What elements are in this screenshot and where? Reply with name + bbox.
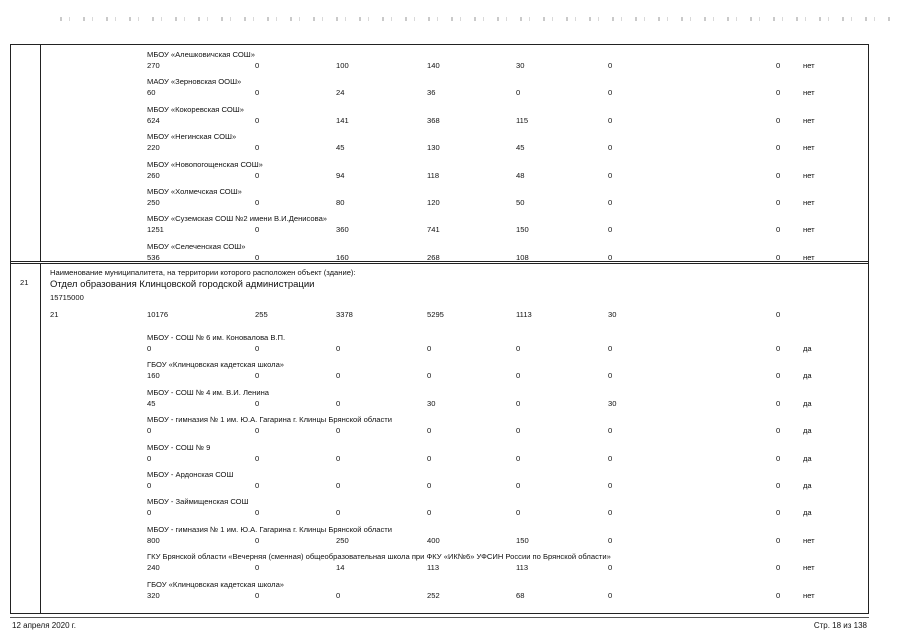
value-cell: 0 xyxy=(427,453,432,463)
value-cell: 0 xyxy=(608,563,613,573)
institution-name: МБОУ «Селеченская СОШ» xyxy=(147,241,246,251)
value-cell: 0 xyxy=(608,225,613,235)
summary-value: 30 xyxy=(608,310,617,319)
value-cell: 250 xyxy=(336,535,349,545)
value-cell: 0 xyxy=(608,371,613,381)
value-cell: 0 xyxy=(608,115,613,125)
value-cell: 270 xyxy=(147,61,160,70)
value-cell: 0 xyxy=(255,170,260,180)
status-cell: нет xyxy=(803,225,815,235)
value-cell: 0 xyxy=(147,508,152,518)
status-cell: нет xyxy=(803,170,815,180)
status-cell: нет xyxy=(803,563,815,573)
summary-value: 5295 xyxy=(427,310,444,319)
institution-name: МБОУ - Ардонская СОШ xyxy=(147,470,234,479)
institution-name: МБОУ - СОШ № 4 им. В.И. Ленина xyxy=(147,387,270,397)
institution-name: МБОУ - Займищенская СОШ xyxy=(147,497,249,507)
value-cell: 0 xyxy=(255,426,260,436)
status-cell: нет xyxy=(803,88,815,98)
value-cell: 0 xyxy=(255,398,260,408)
value-cell: 0 xyxy=(608,426,613,436)
value-cell: 0 xyxy=(255,61,260,70)
value-cell: 140 xyxy=(427,61,440,70)
value-cell: 0 xyxy=(776,453,781,463)
status-cell: нет xyxy=(803,590,815,600)
value-cell: 0 xyxy=(776,481,781,490)
value-cell: 268 xyxy=(427,252,440,262)
value-cell: 360 xyxy=(336,225,349,235)
value-cell: 0 xyxy=(608,590,613,600)
value-cell: 30 xyxy=(427,398,436,408)
value-cell: 0 xyxy=(776,344,781,353)
value-cell: 0 xyxy=(776,143,781,153)
institution-name: ГКУ Брянской области «Вечерняя (сменная) общеобразовательная школа при ФКУ «ИК№6» УФСИН России по Брянской области» xyxy=(147,552,611,562)
value-cell: 0 xyxy=(516,398,521,408)
value-cell: 0 xyxy=(776,252,781,262)
institution-name: ГБОУ «Клинцовская кадетская школа» xyxy=(147,360,285,370)
value-cell: 50 xyxy=(516,198,525,207)
value-cell: 0 xyxy=(776,225,781,235)
value-cell: 0 xyxy=(608,535,613,545)
value-cell: 0 xyxy=(776,170,781,180)
value-cell: 624 xyxy=(147,115,160,125)
status-cell: нет xyxy=(803,198,815,207)
value-cell: 160 xyxy=(147,371,160,381)
value-cell: 0 xyxy=(255,198,260,207)
column-divider xyxy=(40,263,41,614)
footer-date: 12 апреля 2020 г. xyxy=(12,621,76,630)
value-cell: 0 xyxy=(427,426,432,436)
value-cell: 0 xyxy=(255,143,260,153)
value-cell: 150 xyxy=(516,225,529,235)
value-cell: 0 xyxy=(255,115,260,125)
status-cell: нет xyxy=(803,535,815,545)
institution-name: МБОУ «Суземская СОШ №2 имени В.И.Денисова» xyxy=(147,214,328,224)
value-cell: 45 xyxy=(336,143,345,153)
value-cell: 108 xyxy=(516,252,529,262)
value-cell: 0 xyxy=(608,143,613,153)
status-cell: да xyxy=(803,508,812,518)
value-cell: 0 xyxy=(255,535,260,545)
value-cell: 0 xyxy=(336,508,341,518)
institution-name: МБОУ - гимназия № 1 им. Ю.А. Гагарина г. Клинцы Брянской области xyxy=(147,415,392,425)
value-cell: 0 xyxy=(608,344,613,353)
institution-name: МБОУ - СОШ № 9 xyxy=(147,442,211,452)
value-cell: 60 xyxy=(147,88,156,98)
value-cell: 252 xyxy=(427,590,440,600)
value-cell: 0 xyxy=(147,344,152,353)
value-cell: 0 xyxy=(776,535,781,545)
value-cell: 0 xyxy=(427,508,432,518)
value-cell: 800 xyxy=(147,535,160,545)
status-cell: да xyxy=(803,426,812,436)
section-number: 21 xyxy=(20,278,29,287)
summary-value: 255 xyxy=(255,310,268,319)
value-cell: 0 xyxy=(336,590,341,600)
value-cell: 220 xyxy=(147,143,160,153)
value-cell: 260 xyxy=(147,170,160,180)
value-cell: 0 xyxy=(255,344,260,353)
summary-number: 21 xyxy=(50,310,59,319)
value-cell: 0 xyxy=(255,225,260,235)
institution-name: МБОУ «Кокоревская СОШ» xyxy=(147,104,244,114)
value-cell: 80 xyxy=(336,198,345,207)
value-cell: 0 xyxy=(255,252,260,262)
value-cell: 0 xyxy=(255,563,260,573)
value-cell: 0 xyxy=(516,453,521,463)
value-cell: 0 xyxy=(608,453,613,463)
value-cell: 45 xyxy=(147,398,156,408)
value-cell: 250 xyxy=(147,198,160,207)
value-cell: 0 xyxy=(608,198,613,207)
value-cell: 0 xyxy=(516,371,521,381)
value-cell: 130 xyxy=(427,143,440,153)
value-cell: 113 xyxy=(427,563,440,573)
value-cell: 0 xyxy=(336,344,341,353)
value-cell: 0 xyxy=(608,61,613,70)
value-cell: 0 xyxy=(776,563,781,573)
institution-name: МБОУ - СОШ № 6 им. Коновалова В.П. xyxy=(147,333,286,342)
value-cell: 118 xyxy=(427,170,440,180)
value-cell: 0 xyxy=(516,88,521,98)
value-cell: 0 xyxy=(336,481,341,490)
value-cell: 0 xyxy=(776,61,781,70)
value-cell: 0 xyxy=(776,426,781,436)
value-cell: 368 xyxy=(427,115,440,125)
value-cell: 0 xyxy=(776,590,781,600)
report-table xyxy=(10,44,869,614)
value-cell: 94 xyxy=(336,170,345,180)
okato-code: 15715000 xyxy=(50,293,84,302)
institution-name: МБОУ «Новопогощенская СОШ» xyxy=(147,159,263,169)
value-cell: 0 xyxy=(427,371,432,381)
institution-name: МБОУ - гимназия № 1 им. Ю.А. Гагарина г. Клинцы Брянской области xyxy=(147,524,392,534)
value-cell: 0 xyxy=(427,344,432,353)
value-cell: 150 xyxy=(516,535,529,545)
value-cell: 0 xyxy=(147,453,152,463)
institution-name: ГБОУ «Клинцовская кадетская школа» xyxy=(147,579,285,589)
institution-name: МБОУ «Холмечская СОШ» xyxy=(147,187,242,196)
value-cell: 141 xyxy=(336,115,349,125)
value-cell: 0 xyxy=(147,481,152,490)
status-cell: нет xyxy=(803,143,815,153)
value-cell: 0 xyxy=(255,590,260,600)
value-cell: 120 xyxy=(427,198,440,207)
value-cell: 0 xyxy=(147,426,152,436)
value-cell: 0 xyxy=(255,371,260,381)
value-cell: 0 xyxy=(336,371,341,381)
value-cell: 0 xyxy=(255,88,260,98)
value-cell: 741 xyxy=(427,225,440,235)
value-cell: 0 xyxy=(427,481,432,490)
value-cell: 113 xyxy=(516,563,529,573)
value-cell: 45 xyxy=(516,143,525,153)
value-cell: 0 xyxy=(516,481,521,490)
status-cell: нет xyxy=(803,61,815,70)
scan-artifact xyxy=(60,17,890,21)
value-cell: 0 xyxy=(776,398,781,408)
value-cell: 115 xyxy=(516,115,529,125)
status-cell: нет xyxy=(803,252,815,262)
value-cell: 100 xyxy=(336,61,349,70)
value-cell: 536 xyxy=(147,252,160,262)
value-cell: 0 xyxy=(255,481,260,490)
value-cell: 30 xyxy=(608,398,617,408)
status-cell: да xyxy=(803,453,812,463)
status-cell: да xyxy=(803,371,812,381)
institution-name: МАОУ «Зерновская ООШ» xyxy=(147,77,242,87)
value-cell: 30 xyxy=(516,61,525,70)
footer-rule xyxy=(10,617,869,618)
summary-value: 3378 xyxy=(336,310,353,319)
value-cell: 0 xyxy=(608,170,613,180)
summary-value: 0 xyxy=(776,310,781,319)
footer-page: Стр. 18 из 138 xyxy=(813,621,867,630)
value-cell: 0 xyxy=(776,371,781,381)
department-name: Отдел образования Клинцовской городской администрации xyxy=(50,279,315,290)
value-cell: 14 xyxy=(336,563,345,573)
value-cell: 48 xyxy=(516,170,525,180)
status-cell: да xyxy=(803,481,812,490)
value-cell: 0 xyxy=(776,115,781,125)
value-cell: 400 xyxy=(427,535,440,545)
value-cell: 0 xyxy=(336,398,341,408)
institution-name: МБОУ «Алешковичская СОШ» xyxy=(147,50,255,59)
value-cell: 24 xyxy=(336,88,345,98)
value-cell: 36 xyxy=(427,88,436,98)
value-cell: 0 xyxy=(516,426,521,436)
value-cell: 320 xyxy=(147,590,160,600)
value-cell: 0 xyxy=(516,344,521,353)
value-cell: 1251 xyxy=(147,225,164,235)
value-cell: 0 xyxy=(336,453,341,463)
institution-name: МБОУ «Негинская СОШ» xyxy=(147,132,237,142)
value-cell: 0 xyxy=(776,198,781,207)
value-cell: 160 xyxy=(336,252,349,262)
status-cell: нет xyxy=(803,115,815,125)
value-cell: 0 xyxy=(336,426,341,436)
value-cell: 68 xyxy=(516,590,525,600)
value-cell: 0 xyxy=(776,88,781,98)
value-cell: 0 xyxy=(608,508,613,518)
section-label: Наименование муниципалитета, на территории которого расположен объект (здание): xyxy=(50,268,356,277)
summary-value: 1113 xyxy=(516,310,532,319)
column-divider xyxy=(40,44,41,261)
section-divider xyxy=(10,263,869,264)
value-cell: 0 xyxy=(608,88,613,98)
value-cell: 0 xyxy=(776,508,781,518)
value-cell: 0 xyxy=(608,252,613,262)
value-cell: 0 xyxy=(608,481,613,490)
value-cell: 240 xyxy=(147,563,160,573)
status-cell: да xyxy=(803,344,812,353)
summary-value: 10176 xyxy=(147,310,169,319)
value-cell: 0 xyxy=(255,453,260,463)
status-cell: да xyxy=(803,398,812,408)
value-cell: 0 xyxy=(255,508,260,518)
value-cell: 0 xyxy=(516,508,521,518)
